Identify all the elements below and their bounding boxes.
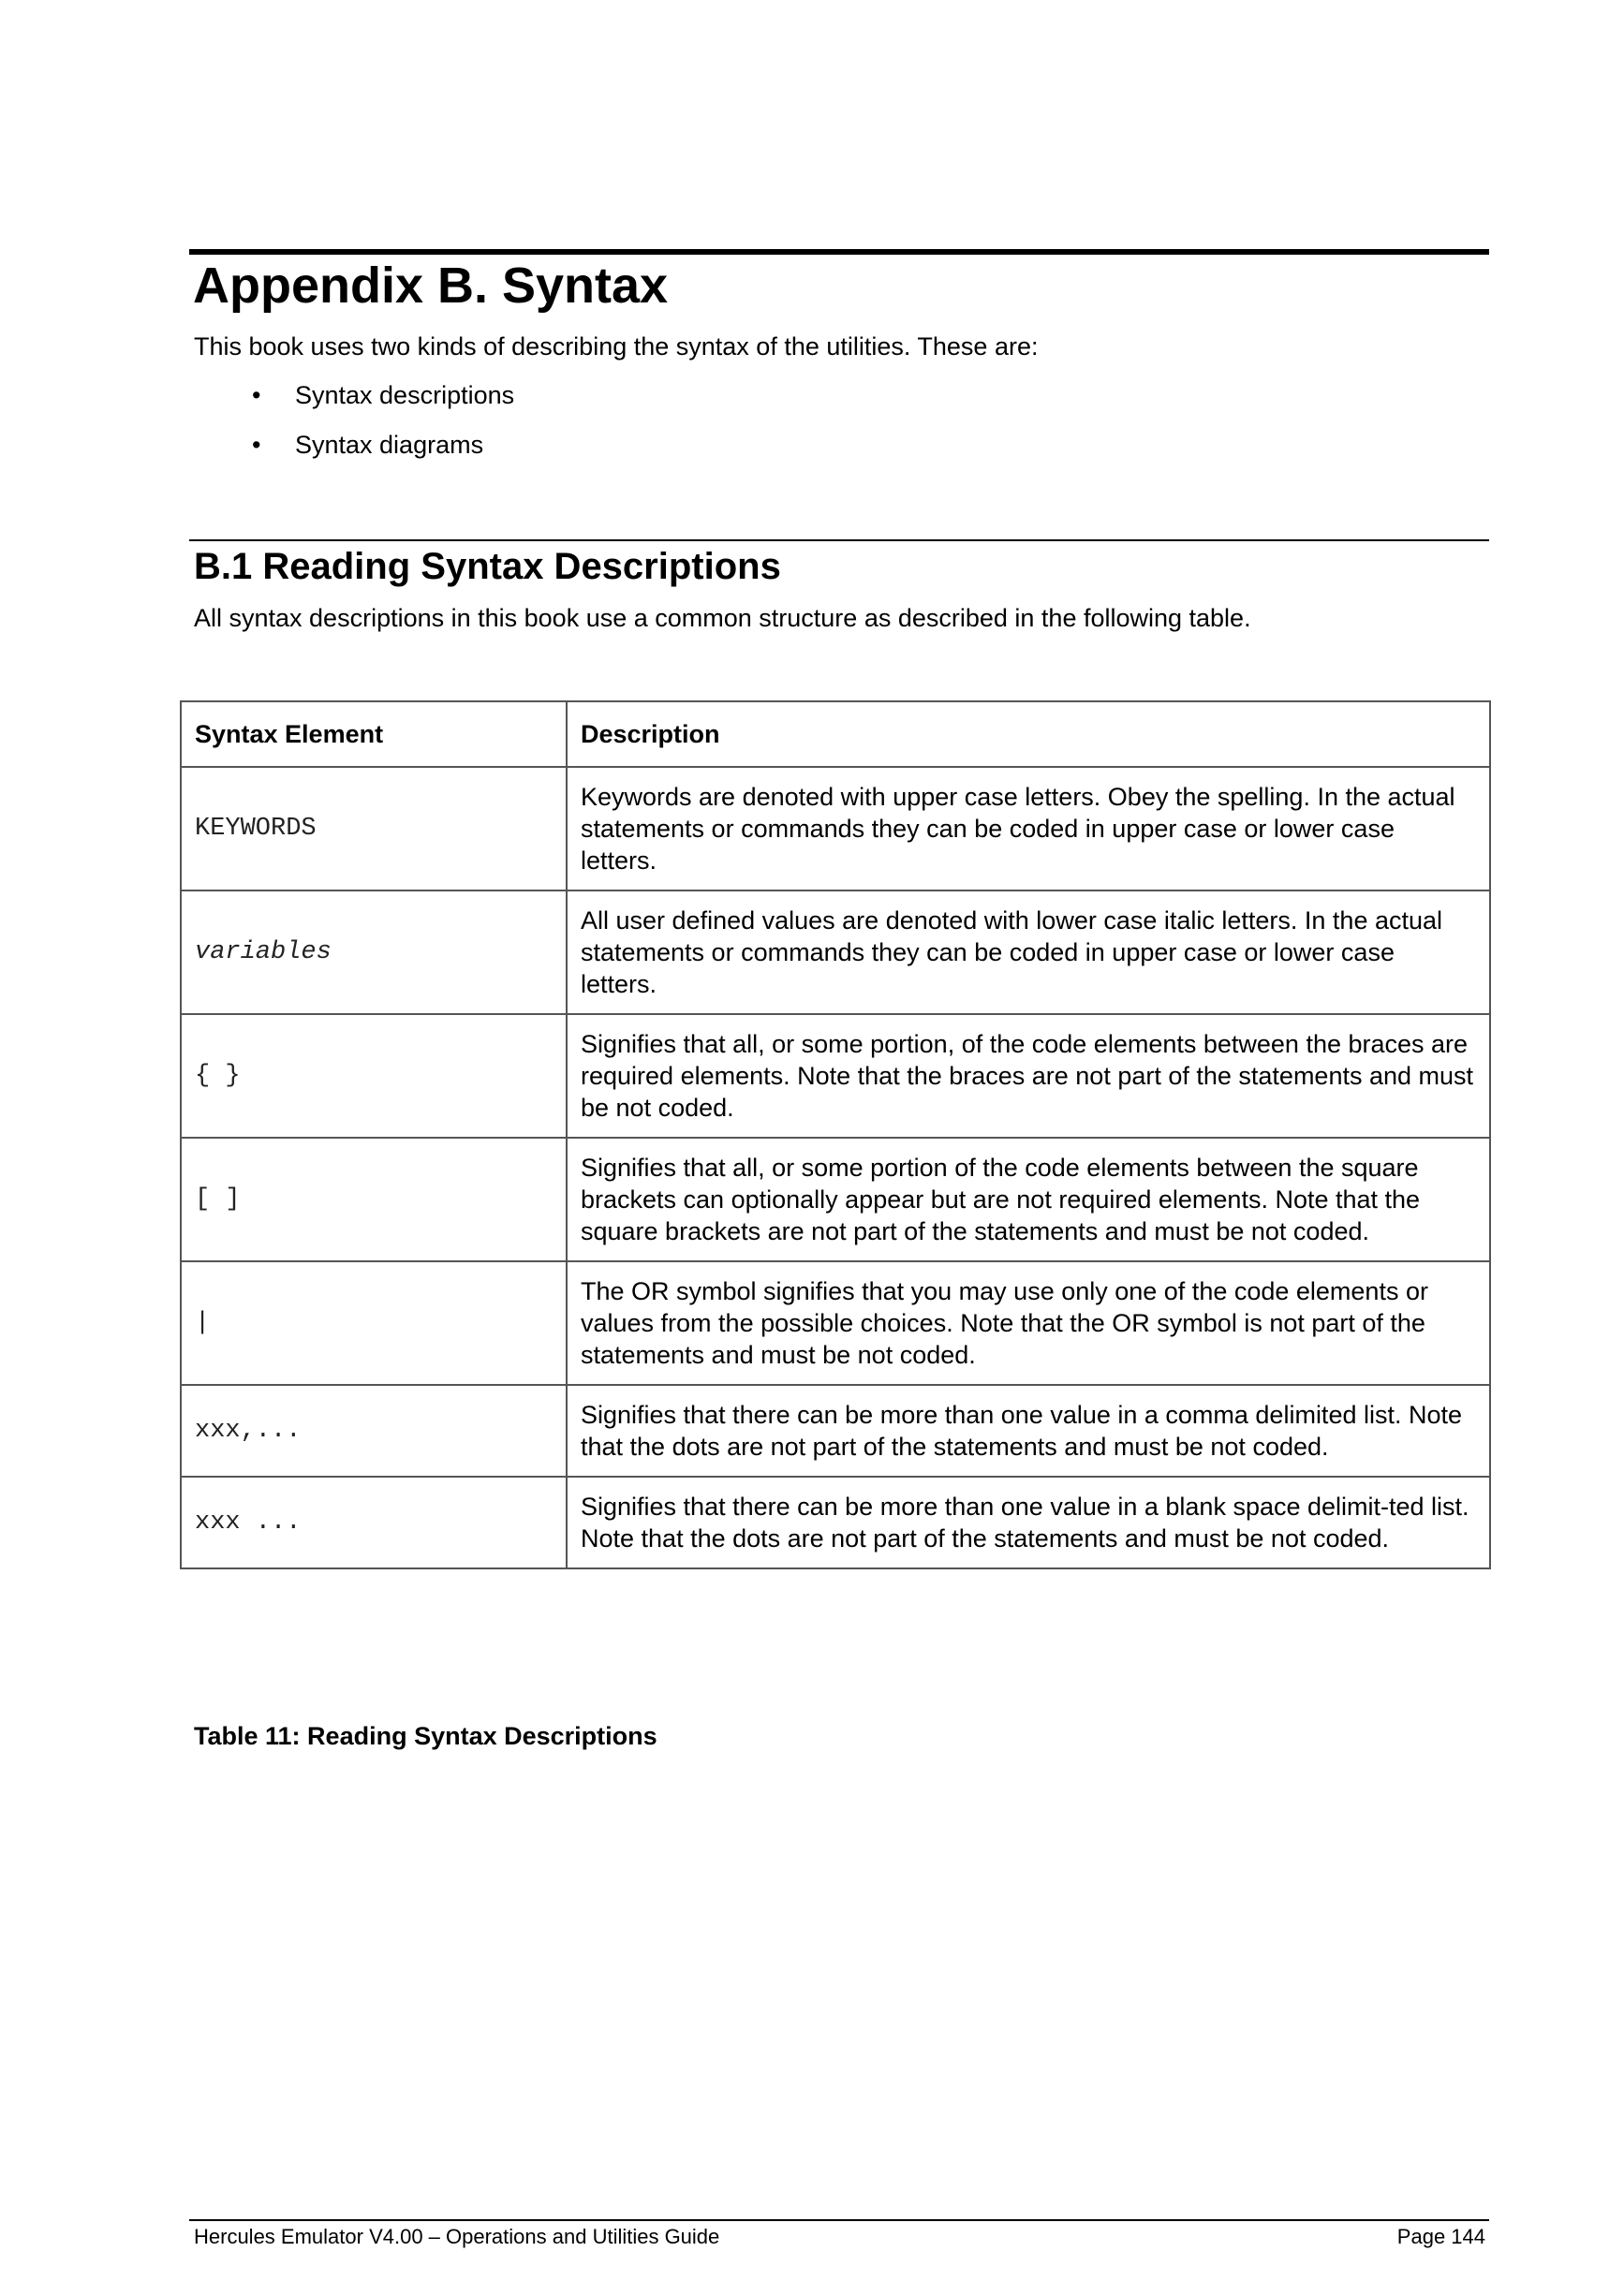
description-cell: Signifies that there can be more than one value in a comma delimited list. Note that the dots are not part of the statements and must be not coded. — [567, 1385, 1490, 1477]
section-intro: All syntax descriptions in this book use a common structure as described in the following table. — [194, 604, 1251, 632]
description-cell: All user defined values are denoted with lower case italic letters. In the actual statements or commands they can be coded in upper case or lower case letters. — [567, 890, 1490, 1014]
table-row — [181, 767, 1490, 890]
table-row — [181, 1014, 1490, 1138]
syntax-element-cell: | — [181, 1261, 567, 1385]
syntax-element-cell: xxx ... — [181, 1477, 567, 1568]
description-cell: The OR symbol signifies that you may use only one of the code elements or values from the possible choices. Note that the OR symbol is not part of the statements and must be not coded. — [567, 1261, 1490, 1385]
syntax-element-cell: variables — [181, 890, 567, 1014]
table-row — [181, 1385, 1490, 1477]
description-cell: Signifies that there can be more than one value in a blank space delimit-ted list. Note that the dots are not part of the statements and must be not coded. — [567, 1477, 1490, 1568]
list-item — [194, 428, 514, 478]
syntax-element-cell: [ ] — [181, 1138, 567, 1261]
description-cell: Signifies that all, or some portion of the code elements between the square brackets can optionally appear but are not required elements. Note that the square brackets are not part of the statements and must be not coded. — [567, 1138, 1490, 1261]
intro-paragraph: This book uses two kinds of describing the syntax of the utilities. These are: — [194, 332, 1039, 361]
table-header-row — [181, 701, 1490, 767]
bullet-icon: • — [252, 431, 261, 459]
table-row — [181, 890, 1490, 1014]
syntax-table — [180, 700, 1491, 1569]
footer-rule — [189, 2219, 1489, 2221]
list-item — [194, 378, 514, 428]
description-cell: Signifies that all, or some portion, of the code elements between the braces are required elements. Note that the braces are not part of the statements and must be not coded. — [567, 1014, 1490, 1138]
column-header-element: Syntax Element — [181, 701, 567, 767]
table-row — [181, 1261, 1490, 1385]
list-item-label: Syntax diagrams — [295, 431, 484, 459]
syntax-kinds-list — [194, 378, 514, 478]
table-row — [181, 1138, 1490, 1261]
footer-document-title: Hercules Emulator V4.00 – Operations and Utilities Guide — [194, 2225, 720, 2248]
footer-page-number: Page 144 — [1396, 2225, 1485, 2248]
table-caption: Table 11: Reading Syntax Descriptions — [194, 1722, 657, 1750]
description-cell: Keywords are denoted with upper case letters. Obey the spelling. In the actual statements or commands they can be coded in upper case or lower case letters. — [567, 767, 1490, 890]
syntax-element-cell: xxx,... — [181, 1385, 567, 1477]
column-header-description: Description — [567, 701, 1490, 767]
bullet-icon: • — [252, 381, 261, 409]
section-title: B.1 Reading Syntax Descriptions — [194, 546, 781, 587]
syntax-element-cell: { } — [181, 1014, 567, 1138]
page-title: Appendix B. Syntax — [193, 258, 669, 314]
table-row — [181, 1477, 1490, 1568]
list-item-label: Syntax descriptions — [295, 381, 515, 409]
syntax-element-cell: KEYWORDS — [181, 767, 567, 890]
